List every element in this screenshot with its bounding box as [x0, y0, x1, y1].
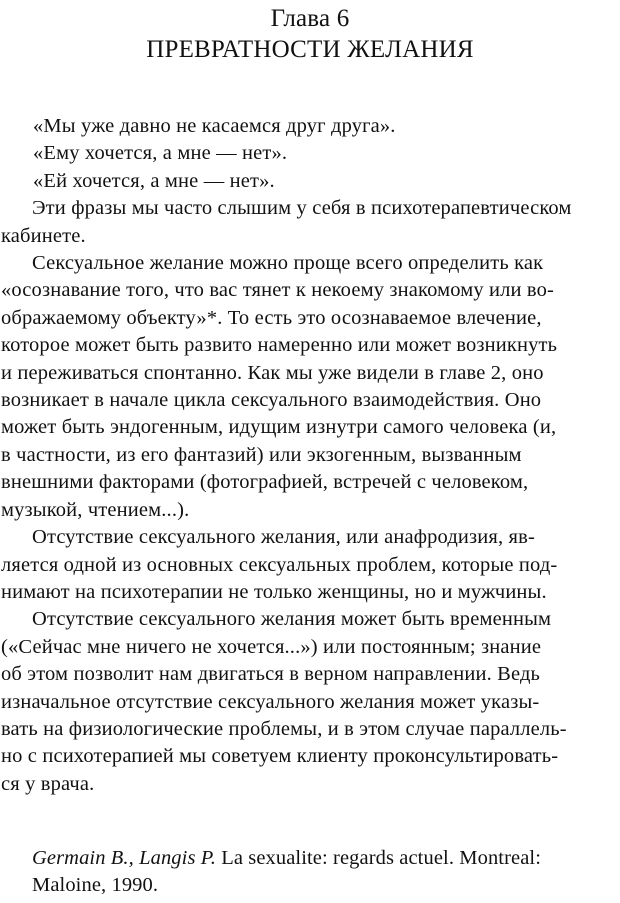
text-line: Отсутствие сексуального желания, или анафродизия, яв- [32, 526, 535, 549]
text-line: изначальное отсутствие сексуального желания может указы- [1, 690, 540, 713]
text-line: («Сейчас мне ничего не хочется...») или постоянным; знание [1, 635, 542, 658]
text-line: музыкой, чтением...). [1, 498, 190, 521]
text-line: которое может быть развито намеренно или может возникнуть [1, 334, 558, 357]
footnote-authors: Germain B., Langis P. [32, 847, 216, 869]
footnote-publisher: Maloine, 1990. [32, 874, 159, 896]
chapter-number: Глава 6 [270, 5, 350, 32]
text-line: и переживаться спонтанно. Как мы уже видели в главе 2, оно [1, 361, 544, 384]
text-line: вать на физиологические проблемы, и в этом случае параллель- [1, 717, 567, 740]
footnote-title: La sexualite: regards actuel. Montreal: [215, 847, 542, 869]
paragraph [1, 195, 617, 250]
quote-line: «Мы уже давно не касаемся друг друга». [33, 115, 396, 137]
text-line: кабинете. [1, 224, 86, 247]
chapter-body [1, 113, 617, 798]
text-line: Сексуальное желание можно проще всего определить как [32, 252, 544, 275]
footnote-line [32, 845, 617, 872]
footnote [32, 845, 617, 899]
text-line: ляется одной из основных сексуальных проблем, которые под- [1, 553, 558, 576]
text-line: внешними факторами (фотографией, встречей с человеком, [1, 471, 529, 494]
text-line: ображаемому объекту»*. То есть это осознаваемое влечение, [1, 306, 542, 329]
text-line: может быть эндогенным, идущим изнутри самого человека (и, [1, 416, 557, 439]
quote-block [32, 113, 617, 195]
quote-line: «Ей хочется, а мне — нет». [33, 169, 275, 192]
text-line: возникает в начале цикла сексуального взаимодействия. Оно [1, 389, 542, 412]
paragraph [1, 524, 617, 606]
chapter-title: ПРЕВРАТНОСТИ ЖЕЛАНИЯ [146, 36, 474, 63]
text-line: об этом позволит нам двигаться в верном направлении. Ведь [1, 663, 541, 686]
text-line: ся у врача. [1, 772, 95, 795]
text-line: Отсутствие сексуального желания может быть временным [32, 608, 552, 631]
paragraph [1, 250, 617, 524]
text-line: Эти фразы мы часто слышим у себя в психотерапевтическом [32, 197, 572, 220]
paragraph [1, 606, 617, 798]
chapter-header [0, 4, 620, 66]
text-line: но с психотерапией мы советуем клиенту проконсультировать- [1, 745, 559, 768]
text-line: «осознавание того, что вас тянет к некоему знакомому или во- [1, 279, 554, 302]
quote-line: «Ему хочется, а мне — нет». [33, 142, 288, 165]
text-line: нимают на психотерапии не только женщины, но и мужчины. [1, 580, 547, 603]
text-line: в частности, из его фантазий) или экзогенным, вызванным [1, 443, 522, 466]
